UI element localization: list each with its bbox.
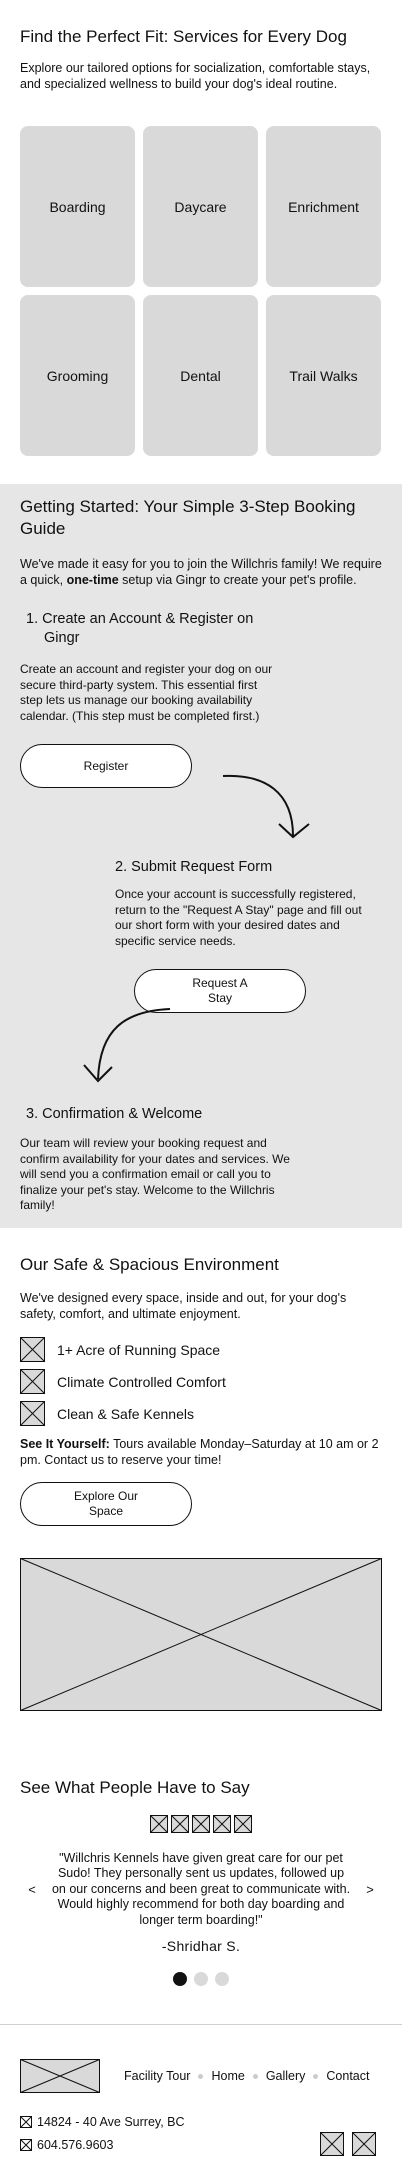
curved-arrow-down-left-icon <box>70 999 180 1089</box>
step-2 <box>115 858 382 949</box>
feature-label: 1+ Acre of Running Space <box>57 1341 221 1358</box>
booking-intro-start: We've made it easy for you to join the Willchris family! We require a quick, <box>20 557 382 587</box>
step-2-text: Once your account is successfully registered, return to the "Request A Stay" page and fill out our short form with your desired dates and specific service needs. <box>115 887 362 948</box>
tour-note-bold: See It Yourself: <box>20 1436 110 1451</box>
service-tile-dental[interactable]: Dental <box>143 295 258 456</box>
phone-text: 604.576.9603 <box>37 2138 114 2152</box>
services-grid <box>20 126 382 456</box>
testimonials-title: See What People Have to Say <box>20 1777 250 1797</box>
testimonial-carousel <box>20 1851 382 1929</box>
carousel-dots <box>20 1972 382 1986</box>
request-stay-label-line1: Request A <box>192 976 248 990</box>
service-tile-trail-walks[interactable]: Trail Walks <box>266 295 381 456</box>
carousel-dot[interactable] <box>194 1972 208 1986</box>
footer-nav <box>124 2069 370 2083</box>
feature-placeholder-icon <box>20 1337 45 1362</box>
footer-top <box>20 2059 382 2093</box>
contact-info <box>20 2111 185 2156</box>
services-intro: Explore our tailored options for socialization, comfortable stays, and specialized wellness to build your dog's ideal routine. <box>20 61 371 91</box>
carousel-prev-button[interactable]: < <box>28 1881 36 1897</box>
register-button[interactable]: Register <box>20 744 192 788</box>
environment-title: Our Safe & Spacious Environment <box>20 1254 279 1274</box>
tour-note-text: Tours available Monday–Saturday at 10 am or 2 pm. Contact us to reserve your time! <box>20 1436 379 1467</box>
footer-bottom <box>20 2111 382 2156</box>
services-title: Find the Perfect Fit: Services for Every Dog <box>20 27 347 46</box>
feature-label: Climate Controlled Comfort <box>57 1373 226 1390</box>
booking-intro-bold: one-time <box>66 573 119 587</box>
rating-placeholder-icon <box>234 1815 252 1833</box>
step-3 <box>20 1105 382 1214</box>
booking-title: Getting Started: Your Simple 3-Step Booking Guide <box>20 497 356 538</box>
service-tile-boarding[interactable]: Boarding <box>20 126 135 287</box>
environment-intro: We've designed every space, inside and out, for your dog's safety, comfort, and ultimate enjoyment. <box>20 1290 347 1321</box>
service-tile-daycare[interactable]: Daycare <box>143 126 258 287</box>
site-footer <box>0 2024 402 2182</box>
carousel-next-button[interactable]: > <box>366 1881 374 1897</box>
phone-icon <box>20 2139 32 2151</box>
location-icon <box>20 2116 32 2128</box>
social-icon[interactable] <box>352 2132 376 2156</box>
step-1-text: Create an account and register your dog on our secure third-party system. This essential first step lets us manage our booking availability calendar. (This step must be completed first.) <box>20 662 273 723</box>
feature-item <box>20 1366 382 1398</box>
feature-item <box>20 1398 382 1430</box>
feature-list <box>20 1334 382 1430</box>
feature-label: Clean & Safe Kennels <box>57 1405 194 1422</box>
testimonials-section <box>0 1741 402 2025</box>
feature-item <box>20 1334 382 1366</box>
environment-image-placeholder <box>20 1558 382 1711</box>
step-1-title: 1. Create an Account & Register on Gingr <box>26 611 254 646</box>
social-links <box>320 2132 376 2156</box>
curved-arrow-down-right-icon <box>215 762 315 842</box>
footer-link-contact[interactable]: Contact <box>326 2069 370 2083</box>
rating-placeholder-icon <box>213 1815 231 1833</box>
booking-section <box>0 484 402 1228</box>
rating-placeholder-icon <box>150 1815 168 1833</box>
nav-separator <box>313 2074 318 2079</box>
booking-intro <box>20 556 382 588</box>
step-1 <box>20 610 382 648</box>
footer-link-gallery[interactable]: Gallery <box>265 2069 306 2083</box>
feature-placeholder-icon <box>20 1401 45 1426</box>
explore-space-label <box>74 1489 138 1519</box>
tour-note <box>20 1436 382 1468</box>
step-3-title: 3. Confirmation & Welcome <box>26 1106 203 1122</box>
testimonial-quote: "Willchris Kennels have given great care for our pet Sudo! They personally sent us updates, followed up on our concerns and been great to communicate with. Would highly recommend for both day boarding and longer term boarding!" <box>51 1850 351 1927</box>
nav-separator <box>253 2074 258 2079</box>
address-text: 14824 - 40 Ave Surrey, BC <box>37 2115 185 2129</box>
environment-section <box>0 1228 402 1741</box>
address-line <box>20 2111 185 2133</box>
service-tile-grooming[interactable]: Grooming <box>20 295 135 456</box>
step-3-text: Our team will review your booking request and confirm availability for your dates and services. We will send you a confirmation email or call you to finalize your pet's stay. Welcome to the Willchris family! <box>20 1136 290 1212</box>
footer-link-home[interactable]: Home <box>211 2069 245 2083</box>
booking-intro-end: setup via Gingr to create your pet's profile. <box>118 573 357 587</box>
step-2-title: 2. Submit Request Form <box>115 859 273 875</box>
rating-placeholder-icon <box>192 1815 210 1833</box>
rating-placeholder-icon <box>171 1815 189 1833</box>
footer-link-facility-tour[interactable]: Facility Tour <box>124 2069 191 2083</box>
service-tile-enrichment[interactable]: Enrichment <box>266 126 381 287</box>
explore-space-label-line2: Space <box>88 1503 124 1518</box>
explore-space-label-line1: Explore Our <box>73 1488 139 1503</box>
explore-space-button[interactable] <box>20 1482 192 1526</box>
services-section <box>0 0 402 484</box>
logo-placeholder[interactable] <box>20 2059 100 2093</box>
carousel-dot[interactable] <box>173 1972 187 1986</box>
carousel-dot[interactable] <box>215 1972 229 1986</box>
nav-separator <box>198 2074 203 2079</box>
request-stay-label <box>192 976 247 1006</box>
request-stay-label-line2: Stay <box>207 991 232 1005</box>
phone-line[interactable] <box>20 2134 185 2156</box>
feature-placeholder-icon <box>20 1369 45 1394</box>
rating-icons <box>20 1815 382 1833</box>
testimonial-author: -Shridhar S. <box>161 1938 241 1954</box>
social-icon[interactable] <box>320 2132 344 2156</box>
